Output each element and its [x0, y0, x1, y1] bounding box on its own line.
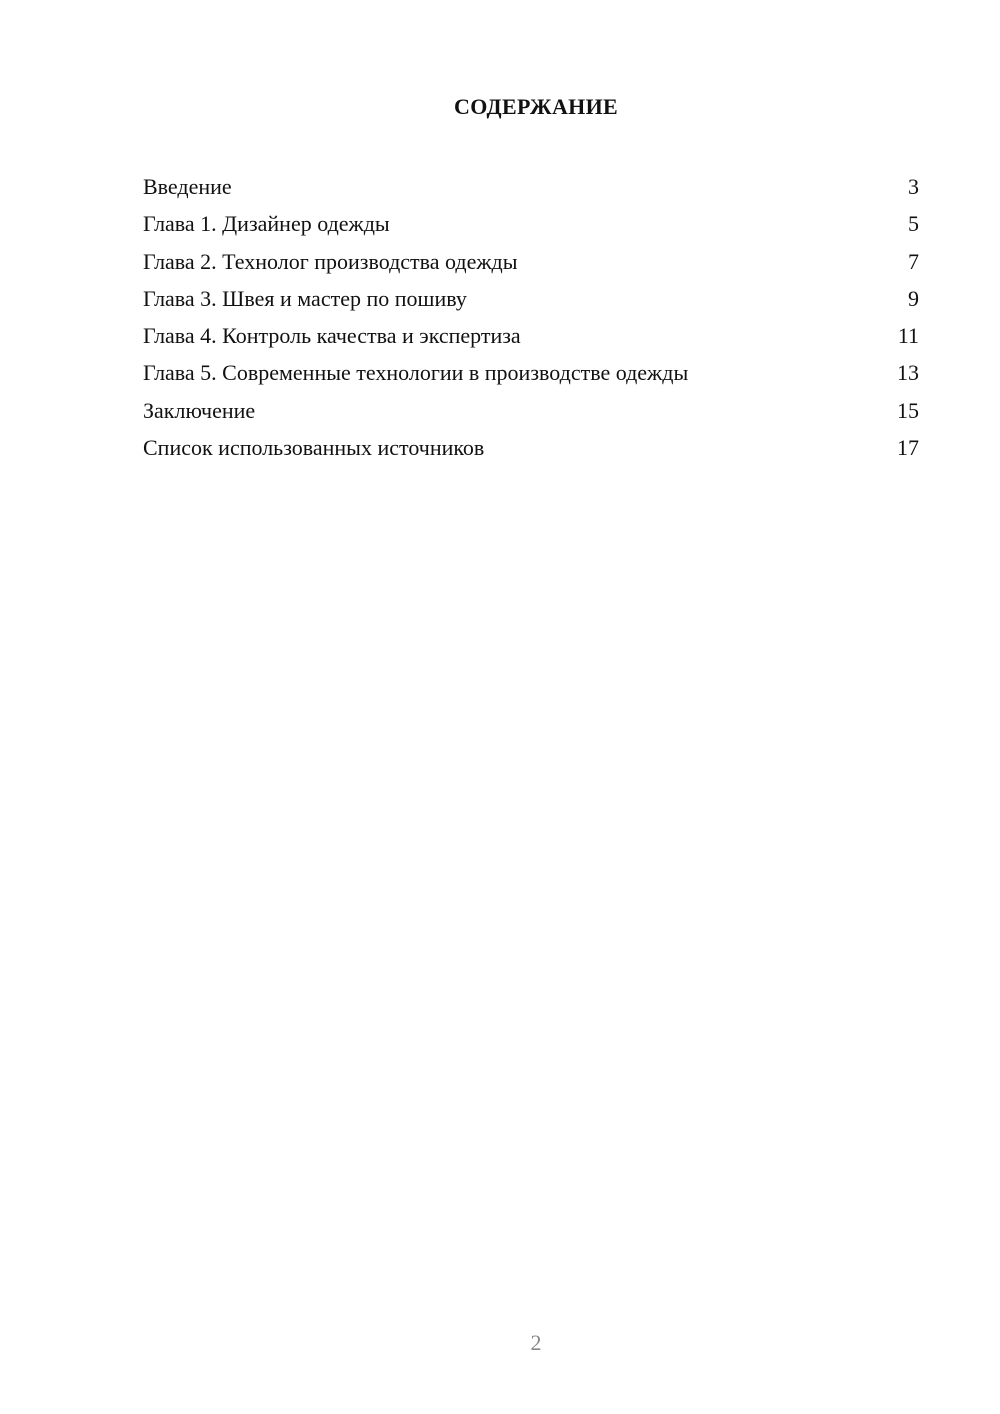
toc-item-chapter-3[interactable]: [143, 280, 919, 317]
page-number: 2: [530, 1330, 542, 1355]
toc-item-page: 11: [897, 323, 919, 349]
page-title: СОДЕРЖАНИЕ: [454, 94, 618, 119]
toc-item-page: 9: [908, 285, 919, 311]
toc-item-label: Глава 5. Современные технологии в производстве одежды: [143, 360, 689, 386]
toc-item-conclusion[interactable]: [143, 392, 919, 429]
toc-item-introduction[interactable]: [143, 168, 919, 205]
toc-item-page: 7: [908, 248, 919, 274]
toc-item-chapter-5[interactable]: [143, 354, 919, 391]
toc-item-label: Введение: [143, 174, 232, 199]
toc-item-page: 15: [897, 397, 919, 423]
toc-item-label: Глава 2. Технолог производства одежды: [143, 248, 518, 274]
toc-item-label: Заключение: [143, 397, 256, 423]
toc-item-chapter-2[interactable]: [143, 243, 919, 280]
toc-item-label: Глава 4. Контроль качества и экспертиза: [143, 323, 521, 349]
toc-item-label: Глава 3. Швея и мастер по пошиву: [143, 285, 467, 311]
table-of-contents: [143, 168, 919, 466]
toc-item-page: 17: [897, 435, 919, 461]
toc-item-label: Глава 1. Дизайнер одежды: [143, 211, 390, 237]
toc-item-references[interactable]: [143, 429, 919, 466]
toc-item-chapter-1[interactable]: [143, 205, 919, 242]
toc-item-page: 5: [908, 211, 919, 237]
toc-item-page: 13: [897, 360, 919, 386]
toc-item-chapter-4[interactable]: [143, 317, 919, 354]
toc-item-page: 3: [908, 174, 919, 199]
toc-item-label: Список использованных источников: [143, 435, 485, 461]
